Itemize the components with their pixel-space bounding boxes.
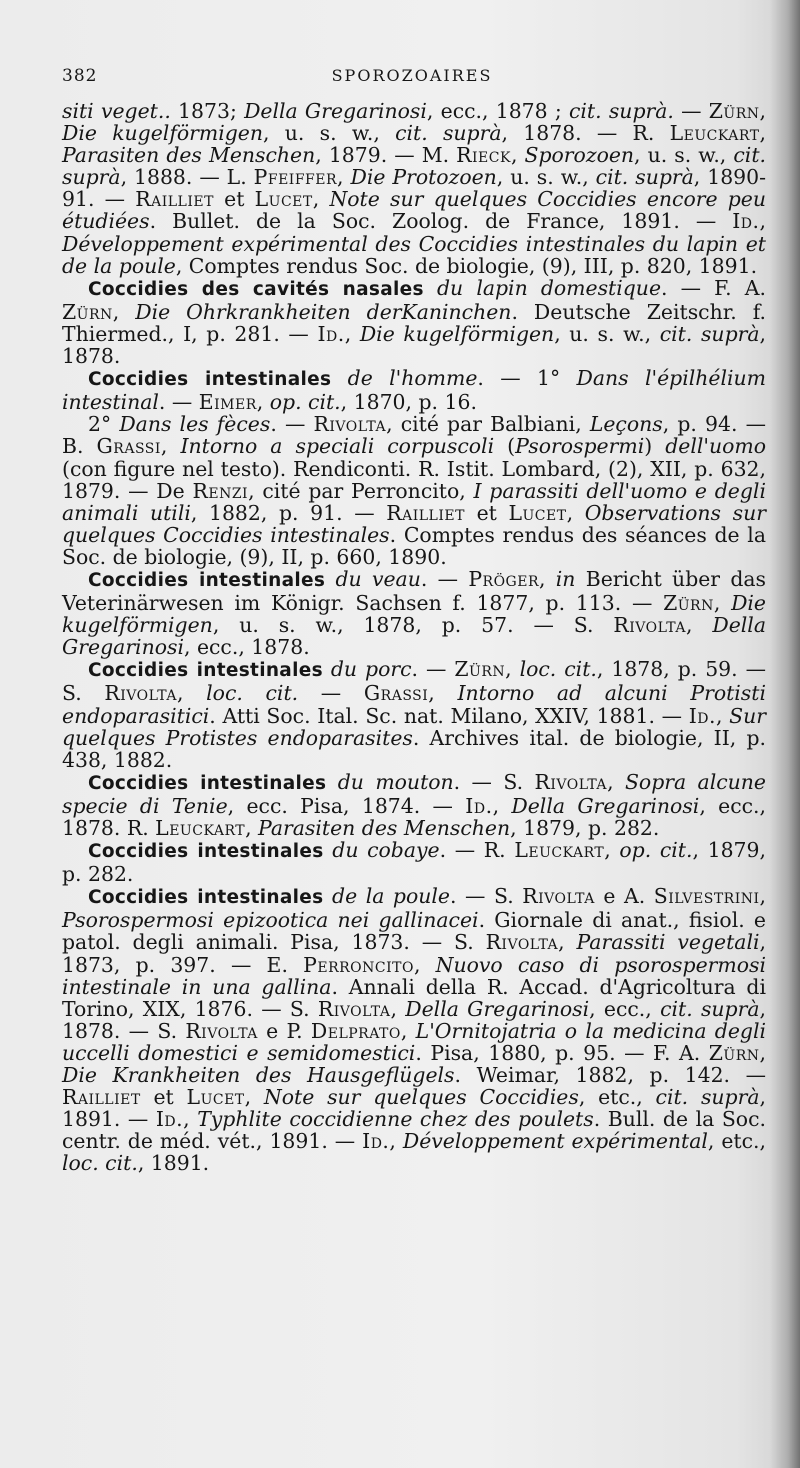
text-run: . — xyxy=(420,566,469,591)
italic-text: Della Gregarinosi xyxy=(511,793,700,818)
text-run: , 1890-91. — xyxy=(62,165,766,212)
author-name: Lucet xyxy=(254,187,313,212)
text-run: , cité par Balbiani, xyxy=(386,412,590,437)
author-name: Id. xyxy=(155,1107,184,1132)
author-name: Zürn xyxy=(663,591,714,616)
author-name: Zürn xyxy=(708,1040,760,1065)
text-run: , 1878. — R. xyxy=(501,121,670,146)
text-run: , 1891. xyxy=(137,1151,210,1176)
italic-text: Die Ohrkrankheiten derKaninchen xyxy=(135,299,512,324)
text-run: , xyxy=(759,884,766,909)
section-heading: Coccidies intestinales xyxy=(88,887,324,909)
text-run: et xyxy=(464,500,509,525)
text-run: , xyxy=(759,121,767,146)
text-run: — xyxy=(298,681,364,706)
author-name: Railliet xyxy=(135,187,214,212)
text-run: , u. s. w., xyxy=(263,121,396,146)
page-header xyxy=(62,66,762,96)
text-run: — xyxy=(673,99,709,123)
italic-text: cit. suprà. xyxy=(568,99,674,123)
text-run: , 1879, p. 282. xyxy=(62,838,766,887)
text-run: . — S. xyxy=(449,884,523,909)
text-run: . Archives ital. de biologie, II, p. 438, 1882. xyxy=(62,725,766,772)
section-heading: Coccidies intestinales xyxy=(88,369,332,391)
italic-text: Leçons xyxy=(589,412,663,437)
text-run: , 1888. — L. xyxy=(120,165,254,190)
author-name: Rivolta xyxy=(522,884,595,909)
italic-text: op. cit. xyxy=(269,390,341,415)
text-run: , ecc., 1878. R. xyxy=(62,793,767,840)
italic-text: de la poule xyxy=(332,884,450,909)
italic-text: Parasiten des Menschen xyxy=(258,816,511,840)
text-run: 2° xyxy=(88,412,120,437)
text-run: , ecc., 1878. xyxy=(183,635,310,660)
text-run: , xyxy=(344,321,360,346)
author-name: Lucet xyxy=(508,500,567,525)
text-run: , 1882, p. 91. — xyxy=(190,500,387,525)
text-run xyxy=(323,884,332,908)
italic-text: Sporozoen xyxy=(524,143,635,168)
page-number: 382 xyxy=(62,66,98,86)
italic-text: Observations sur quelques Coccidies intestinales xyxy=(62,500,766,547)
italic-text: du mouton xyxy=(337,769,454,794)
italic-text: loc. cit. xyxy=(519,657,597,682)
text-run: , 1878. — S. xyxy=(62,996,766,1043)
italic-text: Die kugelförmigen xyxy=(359,321,555,346)
author-name: Zürn xyxy=(708,99,760,123)
text-run: , xyxy=(160,434,181,459)
text-run: , u. s. w., xyxy=(554,321,660,346)
text-run: ) xyxy=(644,434,666,459)
author-name: Perroncito xyxy=(303,952,414,977)
author-name: Pröger xyxy=(468,566,539,591)
author-name: Railliet xyxy=(386,500,465,525)
text-run xyxy=(424,276,437,300)
text-run: , ecc., 1878 ; xyxy=(426,99,569,123)
section-heading: Coccidies des cavités nasales xyxy=(88,278,424,300)
text-run: , 1878. xyxy=(62,321,767,369)
italic-text: Die kugelförmigen xyxy=(62,591,766,638)
text-run: , xyxy=(566,500,585,525)
text-run: Bericht über das Veterinärwesen im Königr. Sachsen f. 1877, p. 113. — xyxy=(62,566,767,616)
text-run: (con figure nel testo). Rendiconti. R. Istit. Lombard, (2), XII, p. 632, 1879. — De xyxy=(62,456,766,503)
italic-text: Della Gregarinosi xyxy=(244,99,427,123)
italic-text: Sopra alcune specie di Tenie xyxy=(62,769,766,818)
italic-text: cit. suprà xyxy=(595,165,694,190)
italic-text: Développement expérimental xyxy=(402,1129,708,1154)
italic-text: dell'uomo xyxy=(665,434,767,459)
italic-text: cit. suprà xyxy=(62,143,766,190)
italic-text: Sur quelques Protistes endoparasites xyxy=(62,703,766,750)
text-run: , xyxy=(245,816,259,840)
author-name: Rivolta xyxy=(185,1018,258,1043)
author-name: Leuckart xyxy=(155,816,246,840)
text-run: . Atti Soc. Ital. Sc. nat. Milano, XXIV, 1881. — xyxy=(209,703,689,728)
author-name: Id. xyxy=(732,209,760,234)
author-name: Leuckart xyxy=(514,838,605,863)
italic-text: Die Krankheiten des Hausgeflügels xyxy=(62,1063,455,1088)
text-run: , 1878, p. 59. — S. xyxy=(62,657,766,706)
text-run: , u. s. w., xyxy=(634,143,734,168)
author-name: Id. xyxy=(317,321,345,346)
bibliography-paragraph xyxy=(62,771,766,839)
text-run xyxy=(325,567,335,591)
author-name: Rivolta xyxy=(534,769,608,794)
text-run: , xyxy=(390,996,406,1021)
italic-text: Die kugelförmigen xyxy=(62,121,264,146)
author-name: Id. xyxy=(362,1129,390,1154)
text-run: , xyxy=(607,769,625,794)
text-run: . — F. A. xyxy=(661,275,766,300)
author-name: Pfeiffer xyxy=(253,165,338,190)
italic-text: du lapin domestique xyxy=(436,275,662,300)
text-run: , xyxy=(389,1129,403,1154)
italic-text: Dans les fèces xyxy=(119,412,271,437)
author-name: Delprato xyxy=(310,1018,401,1043)
text-run: . Weimar, 1882, p. 142. — xyxy=(454,1063,767,1088)
bibliography-paragraph xyxy=(62,100,766,277)
italic-text: op. cit. xyxy=(619,838,693,863)
bibliography-paragraph xyxy=(62,658,766,770)
author-name: Id. xyxy=(688,703,716,728)
italic-text: Développement expérimental des Coccidies intestinales du lapin et de la poule xyxy=(62,231,766,278)
bibliography-paragraph xyxy=(62,277,766,367)
text-run: . Bull. de la Soc. centr. de méd. vét., 1891. — xyxy=(62,1107,766,1154)
italic-text: siti veget.. xyxy=(62,99,171,123)
text-run: . — S. xyxy=(453,769,535,794)
text-run: , xyxy=(510,143,525,168)
text-run xyxy=(326,770,337,794)
author-name: Rivolta xyxy=(485,930,559,955)
text-run: , xyxy=(539,566,556,591)
italic-text: Intorno ad alcuni Protisti endoparasitici xyxy=(62,681,766,728)
author-name: Rivolta xyxy=(104,681,177,706)
italic-text: de l'homme xyxy=(347,366,478,391)
text-run: . Annali della R. Accad. d'Agricoltura di Torino, XIX, 1876. — S. xyxy=(62,974,766,1021)
text-run: , xyxy=(176,681,207,706)
text-run: . — xyxy=(411,657,455,682)
text-run: , xyxy=(428,681,458,706)
text-run: 1873; xyxy=(170,99,245,123)
section-heading: Coccidies intestinales xyxy=(88,841,324,863)
text-run xyxy=(324,838,333,862)
bibliography-paragraph xyxy=(62,413,766,568)
text-run: . Comptes rendus des séances de la Soc. de biologie, (9), II, p. 660, 1890. xyxy=(62,522,766,569)
bibliography-paragraph xyxy=(62,367,766,413)
text-run: , xyxy=(183,1107,198,1132)
italic-text: Dans l'épilhélium intestinal xyxy=(62,366,766,415)
author-name: Silvestrini xyxy=(653,884,760,909)
text-run: et xyxy=(213,187,255,212)
text-run: , xyxy=(604,838,620,863)
italic-text: in xyxy=(555,566,576,591)
page-edge-shadow xyxy=(770,0,800,1468)
italic-text: Nuovo caso di psorospermosi intestinale in una gallina xyxy=(62,952,766,999)
author-name: Zürn xyxy=(62,299,113,324)
text-run: , xyxy=(685,613,713,638)
text-run: , xyxy=(713,591,732,616)
bibliography-text xyxy=(62,100,766,1175)
text-run: , 1870, p. 16. xyxy=(340,390,477,415)
text-run xyxy=(331,366,347,390)
italic-text: loc. cit. xyxy=(62,1151,138,1176)
text-run: , xyxy=(112,299,136,324)
italic-text: Die Protozoen xyxy=(350,165,497,190)
author-name: Zürn xyxy=(454,657,506,682)
author-name: Grassi xyxy=(96,434,161,459)
author-name: Rieck xyxy=(456,143,511,168)
italic-text: Della Gregarinosi xyxy=(405,996,590,1021)
text-run: . — 1° xyxy=(477,366,577,391)
author-name: Leuckart xyxy=(669,121,760,146)
text-run: , xyxy=(715,703,730,728)
text-run: , u. s. w., 1878, p. 57. — S. xyxy=(212,613,614,638)
italic-text: Note sur quelques Coccidies encore peu étudiées xyxy=(62,187,766,234)
italic-text: Psorospermi xyxy=(515,434,645,459)
italic-text: du cobaye xyxy=(332,838,440,863)
text-run: ( xyxy=(494,434,516,459)
text-run: , xyxy=(400,1018,416,1043)
bibliography-paragraph xyxy=(62,568,766,658)
author-name: Eimer xyxy=(198,390,257,415)
text-run: , xyxy=(337,165,351,190)
text-run: , u. s. w., xyxy=(496,165,596,190)
italic-text: Psorospermosi epizootica nei gallinacei xyxy=(62,908,479,933)
text-run: . Pisa, 1880, p. 95. — F. A. xyxy=(415,1040,709,1065)
text-run: , Comptes rendus Soc. de biologie, (9), III, p. 820, 1891. xyxy=(175,253,758,278)
author-name: Rivolta xyxy=(317,996,391,1021)
text-run: . Bullet. de la Soc. Zoolog. de France, 1891. — xyxy=(149,209,733,234)
author-name: Railliet xyxy=(62,1085,141,1110)
italic-text: cit. suprà xyxy=(659,321,760,346)
text-run: , xyxy=(312,187,330,212)
text-run: , 1873, p. 397. — E. xyxy=(62,930,766,977)
text-run: . — xyxy=(270,412,314,437)
italic-text: L'Ornitojatria o la medicina degli uccelli domestici e semidomestici xyxy=(62,1018,766,1065)
text-run: , cité par Perroncito, xyxy=(248,478,474,503)
text-run: , xyxy=(492,793,512,818)
italic-text: Parasiten des Menschen xyxy=(62,143,316,168)
text-run: , xyxy=(505,657,520,682)
text-run: . Giornale di anat., fisiol. e patol. degli animali. Pisa, 1873. — S. xyxy=(62,908,766,955)
author-name: Grassi xyxy=(363,681,429,706)
text-run: , 1879, p. 282. xyxy=(510,816,660,840)
text-run: . — R. xyxy=(439,838,515,863)
italic-text: Parassiti vegetali xyxy=(576,930,760,955)
bibliography-paragraph xyxy=(62,839,766,885)
italic-text: Typhlite coccidienne chez des poulets xyxy=(197,1107,594,1132)
section-heading: Coccidies intestinales xyxy=(88,772,327,794)
text-run: , xyxy=(759,209,766,234)
text-run: , xyxy=(256,390,270,415)
section-heading: Coccidies intestinales xyxy=(88,660,323,682)
italic-text: cit. suprà xyxy=(660,996,760,1021)
italic-text: cit. suprà xyxy=(655,1085,760,1110)
text-run: e P. xyxy=(257,1018,311,1043)
bibliography-paragraph xyxy=(62,885,766,1174)
italic-text: du veau xyxy=(335,566,421,591)
author-name: Rivolta xyxy=(613,613,686,638)
author-name: Renzi xyxy=(192,478,249,503)
italic-text: loc. cit. xyxy=(206,681,299,706)
text-run: , etc., xyxy=(707,1129,766,1154)
author-name: Rivolta xyxy=(313,412,387,437)
text-run: , xyxy=(413,952,436,977)
italic-text: Della Gregarinosi xyxy=(62,613,766,660)
text-run: , ecc., xyxy=(589,996,661,1021)
text-run: , 1891. — xyxy=(62,1085,766,1132)
italic-text: cit. suprà xyxy=(395,121,502,146)
author-name: Id. xyxy=(465,793,493,818)
text-run: , xyxy=(759,99,767,123)
text-run: e A. xyxy=(594,884,654,909)
text-run: , etc., xyxy=(578,1085,656,1110)
text-run: , xyxy=(244,1085,264,1110)
text-run: , ecc. Pisa, 1874. — xyxy=(227,793,466,818)
text-run: , xyxy=(558,930,577,955)
text-run: , 1879. — M. xyxy=(315,143,457,168)
text-run: et xyxy=(140,1085,187,1110)
italic-text: Note sur quelques Coccidies xyxy=(263,1085,579,1110)
running-title: SPOROZOAIRES xyxy=(331,66,493,85)
text-run: . — xyxy=(158,390,199,415)
section-heading: Coccidies intestinales xyxy=(88,569,326,591)
text-run: . Deutsche Zeitschr. f. Thiermed., I, p. 281. — xyxy=(62,299,766,346)
text-run: , p. 94. — B. xyxy=(62,412,766,459)
italic-text: I parassiti dell'uomo e degli animali utili xyxy=(62,478,766,525)
italic-text: Intorno a speciali corpuscoli xyxy=(180,434,495,459)
text-run xyxy=(323,657,331,681)
author-name: Lucet xyxy=(186,1085,245,1110)
text-run: , xyxy=(759,1040,766,1065)
italic-text: du porc xyxy=(330,657,412,682)
